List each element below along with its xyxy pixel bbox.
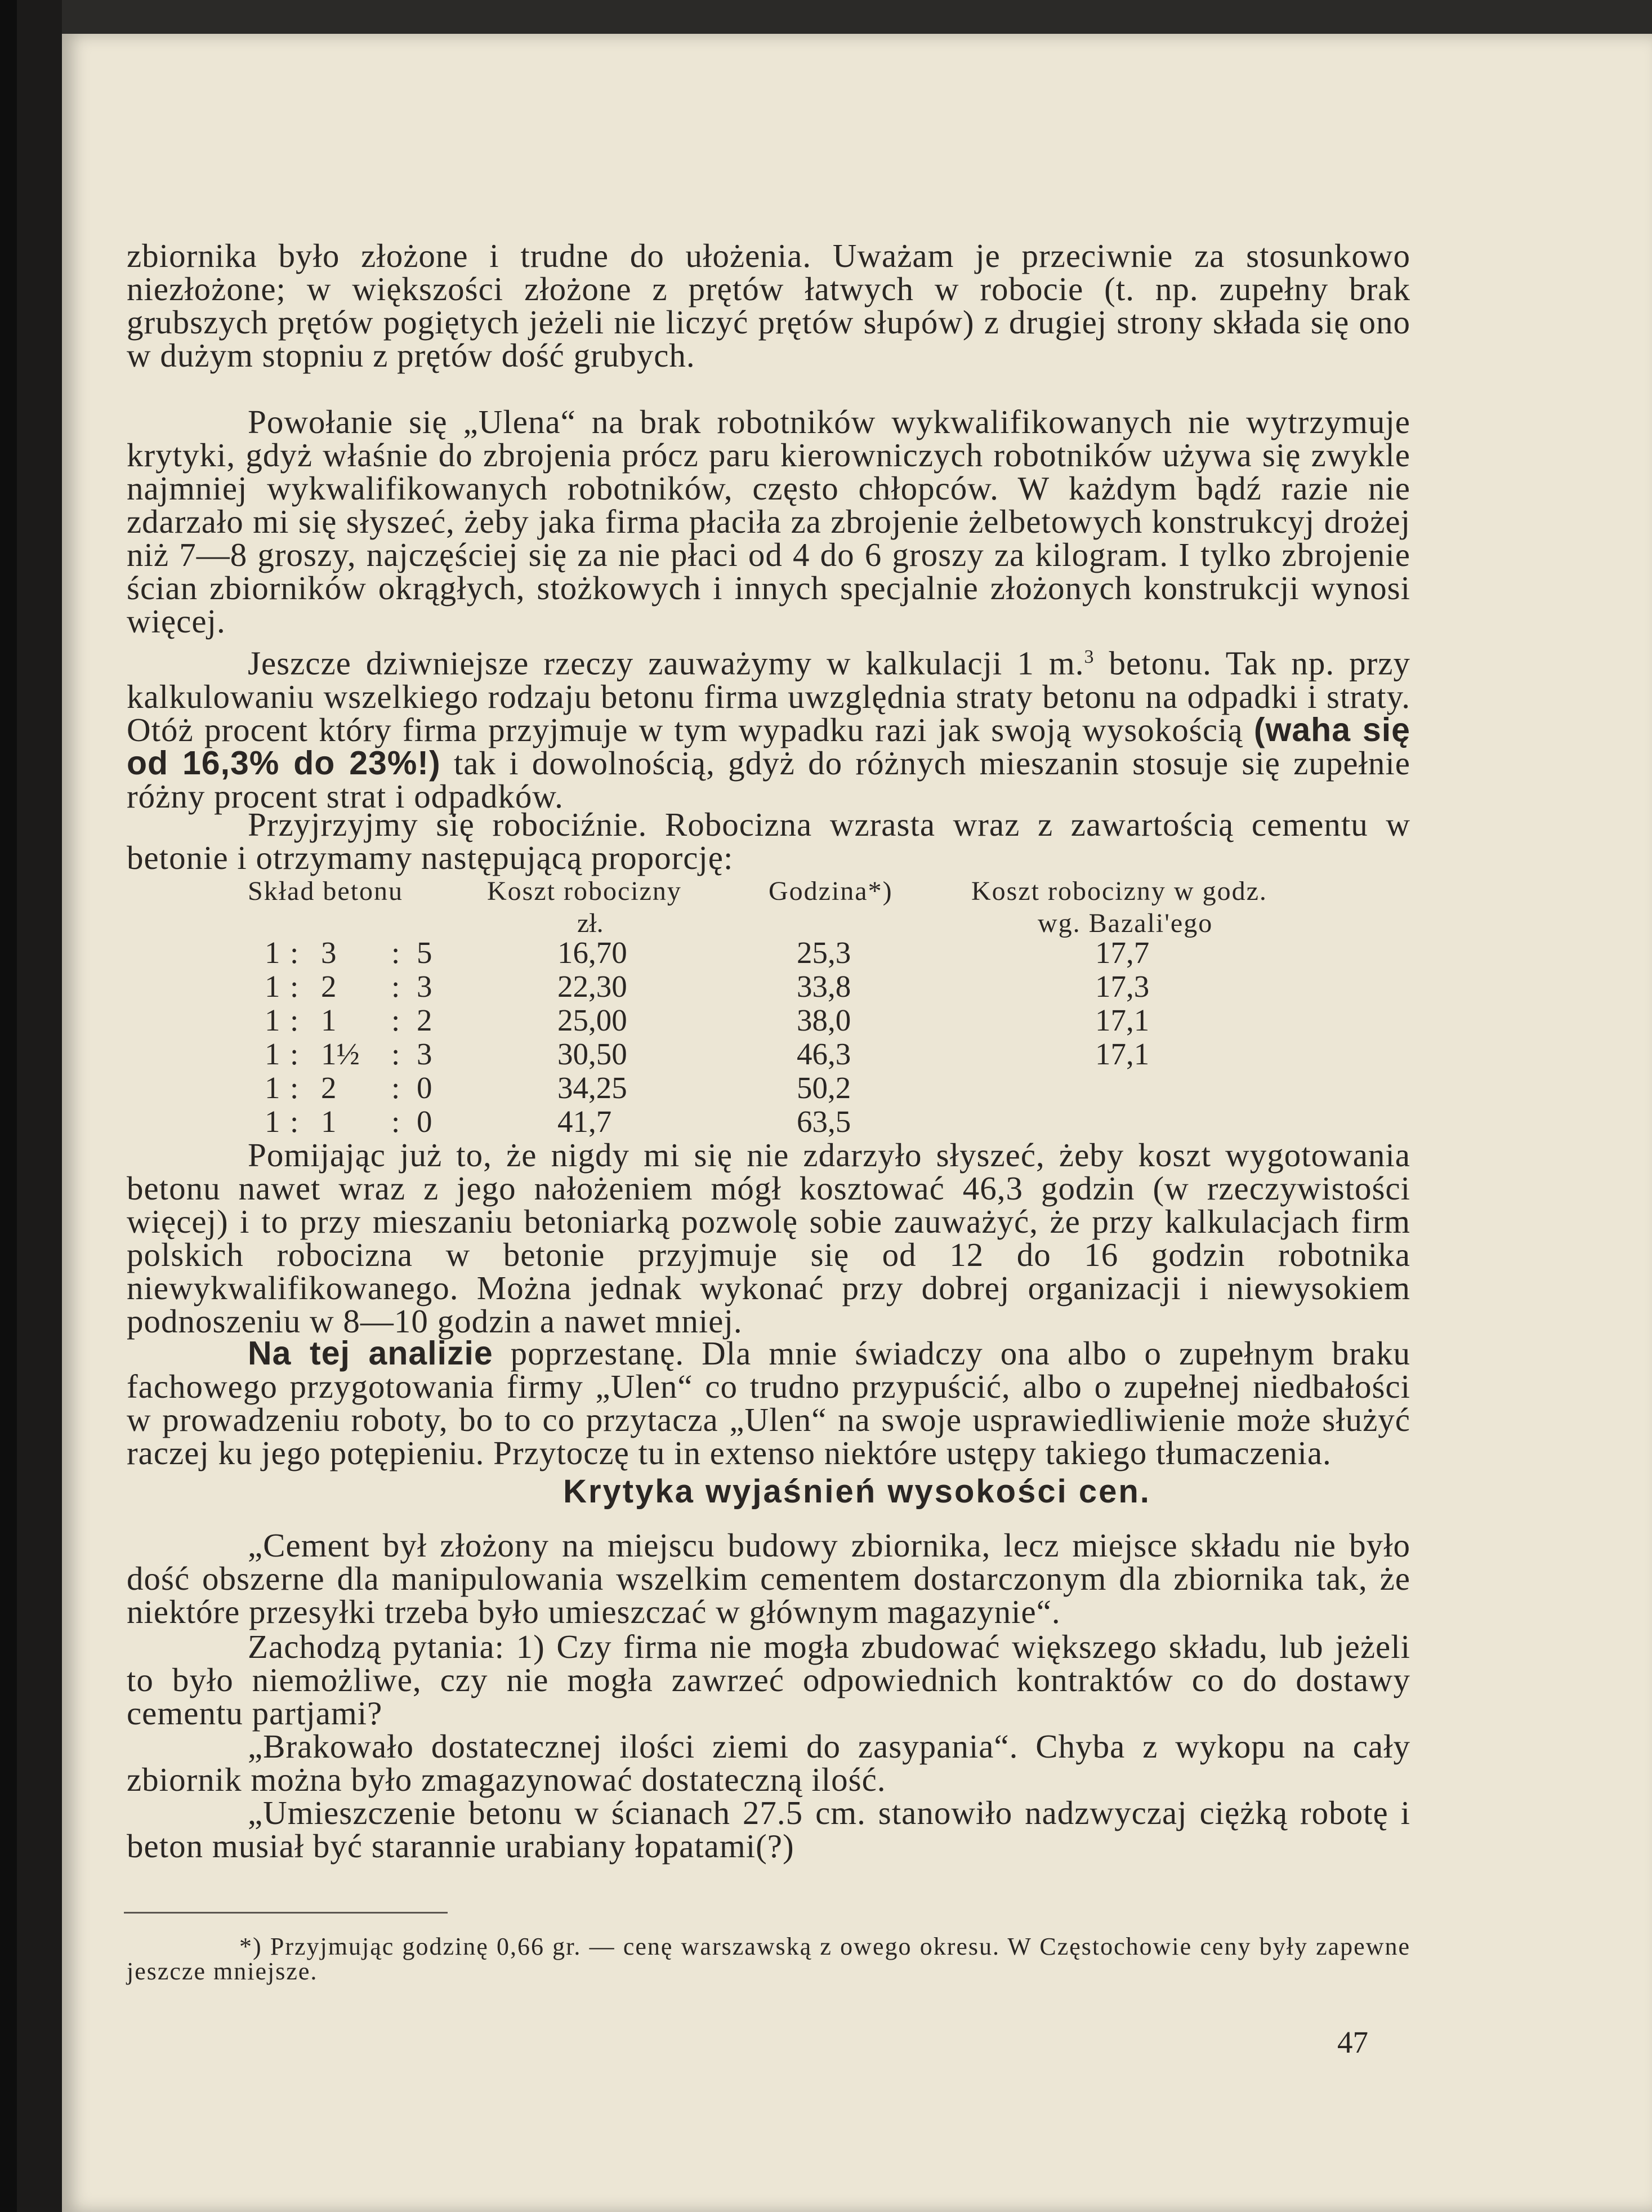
mix-part-cement: 1 [265,935,280,970]
header-labour-cost: Koszt robocizny [487,876,682,906]
paragraph-5: Pomijając już to, że nigdy mi się nie zdarzyło słyszeć, żeby koszt wygotowania betonu nawet wraz z jego nałożeniem mógł kosztować 46,3 godzin (w rzeczywistości więcej) i to przy mieszaniu betoniarką pozwolę sobie zauważyć, że przy kalkulacjach firm polskich robocizna w betonie przyjmuje się od 12 do 16 godzin robotnika niewykwalifikowanego. Można jednak wykonać przy dobrej organizacji i niewysokiem podnoszeniu w 8—10 godzin a nawet mniej. [127,1136,1410,1340]
mix-part-gravel: 0 [417,1104,432,1139]
cost-per-hour-value: 17,3 [1095,969,1150,1004]
hours-value: 33,8 [797,969,851,1004]
mix-separator: : [391,1003,400,1037]
hours-value: 63,5 [797,1104,851,1139]
paragraph-3-end: tak i dowolnością, gdyż do różnych mieszanin stosuje się zupełnie różny procent strat i odpadków. [127,744,1410,815]
cost-per-hour-value: 17,1 [1095,1037,1150,1071]
hours-value: 25,3 [797,935,851,970]
mix-part-sand: 1½ [321,1037,360,1071]
paragraph-4: Przyjrzyjmy się robociźnie. Robocizna wzrasta wraz z zawartością cementu w betonie i otrzymamy następującą proporcję: [127,806,1410,876]
table-row [62,1002,1652,1036]
mix-part-sand: 2 [321,969,337,1004]
header-cost-per-hour-source: wg. Bazali'ego [1038,908,1213,938]
paragraph-2: Powołanie się „Ulena“ na brak robotników wykwalifikowanych nie wytrzymuje krytyki, gdyż właśnie do zbrojenia prócz paru kierowniczych robotników używa się zwykle najmniej wykwalifikowanych robotników, często chłopców. W każdym bądź razie nie zdarzało mi się słyszeć, żeby jaka firma płaciła za zbrojenie żelbetowych konstrukcyj drożej niż 7—8 groszy, najczęściej się za nie płaci od 4 do 6 groszy za kilogram. I tylko zbrojenie ścian zbiorników okrągłych, stożkowych i innych specjalnie złożonych konstrukcji wynosi więcej. [127,403,1410,640]
mix-separator: : [391,1104,400,1139]
mix-part-cement: 1 [265,969,280,1004]
mix-part-sand: 2 [321,1071,337,1105]
mix-separator: : [391,1037,400,1071]
cost-per-hour-value: 17,1 [1095,1003,1150,1037]
paragraph-8: Zachodzą pytania: 1) Czy firma nie mogła zbudować większego składu, lub jeżeli to było niemożliwe, czy nie mogła zawrzeć odpowiednich kontraktów co do dostawy cementu partjami? [127,1628,1410,1732]
book-page [62,34,1652,2212]
mix-separator: : [290,1037,299,1071]
mix-part-gravel: 2 [417,1003,432,1037]
spine-edge [0,0,17,2212]
superscript-3: 3 [1084,646,1095,667]
mix-part-cement: 1 [265,1071,280,1105]
table-row [62,1070,1652,1104]
header-cost-unit: zł. [577,908,604,938]
cost-per-hour-value: 17,7 [1095,935,1150,970]
mix-part-gravel: 5 [417,935,432,970]
hours-value: 38,0 [797,1003,851,1037]
mix-separator: : [290,1071,299,1105]
mix-part-sand: 3 [321,935,337,970]
mix-separator: : [391,1071,400,1105]
mix-part-sand: 1 [321,1003,337,1037]
header-cost-per-hour: Koszt robocizny w godz. [971,876,1267,906]
table-header-row [62,876,1652,909]
mix-part-sand: 1 [321,1104,337,1139]
mix-separator: : [290,969,299,1004]
mix-part-gravel: 3 [417,969,432,1004]
labour-cost-value: 16,70 [557,935,627,970]
hours-value: 46,3 [797,1037,851,1071]
mix-separator: : [290,935,299,970]
page-number: 47 [1337,2025,1368,2059]
hours-value: 50,2 [797,1071,851,1105]
labour-cost-value: 34,25 [557,1071,627,1105]
bold-lead-phrase: Na tej analizie [248,1335,493,1372]
paragraph-10: „Umieszczenie betonu w ścianach 27.5 cm. stanowiło nadzwyczaj ciężką robotę i beton musiał być starannie urabiany łopatami(?) [127,1794,1410,1865]
paragraph-7: „Cement był złożony na miejscu budowy zbiornika, lecz miejsce składu nie było dość obszerne dla manipulowania wszelkim cementem dostarczonym dla zbiornika tak, że niektóre przesyłki trzeba było umieszczać w głównym magazynie“. [127,1527,1410,1630]
paragraph-3-middle: betonu. Tak np. przy kalkulowaniu wszelkiego rodzaju betonu firma uwzględnia straty betonu na odpadki i straty. Otóż procent który firma przyjmuje w tym wypadku razi jak swoją wysokością [127,644,1410,748]
paragraph-9: „Brakowało dostatecznej ilości ziemi do zasypania“. Chyba z wykopu na cały zbiornik można było zmagazynować dostateczną ilość. [127,1728,1410,1798]
labour-cost-value: 22,30 [557,969,627,1004]
section-heading: Krytyka wyjaśnień wysokości cen. [563,1473,1151,1510]
header-hours: Godzina*) [769,876,893,906]
table-row [62,969,1652,1002]
table-row [62,935,1652,969]
paragraph-6 [127,1337,1410,1470]
footnote: *) Przyjmując godzinę 0,66 gr. — cenę warszawską z owego okresu. W Częstochowie ceny były zapewne jeszcze mniejsze. [127,1933,1410,1985]
paragraph-1: zbiornika było złożone i trudne do ułożenia. Uważam je przeciwnie za stosunkowo niezłożone; w większości złożone z prętów łatwych w robocie (t. np. zupełny brak grubszych prętów pogiętych jeżeli nie liczyć prętów słupów) z drugiej strony składa się ono w dużym stopniu z prętów dość grubych. [127,237,1410,374]
mix-separator: : [290,1003,299,1037]
table-row [62,1036,1652,1070]
header-composition: Skład betonu [248,876,403,906]
mix-part-cement: 1 [265,1003,280,1037]
book-spine [0,0,62,2212]
mix-separator: : [391,969,400,1004]
paragraph-6-rest: poprzestanę. Dla mnie świadczy ona albo o zupełnym braku fachowego przygotowania firmy „Ulen“ co trudno przypuścić, albo o zupełnej niedbałości w prowadzeniu roboty, bo to co przytacza „Ulen“ na swoje usprawiedliwienie może służyć raczej ku jego potępieniu. Przytoczę tu in extenso niektóre ustępy takiego tłumaczenia. [127,1335,1410,1471]
table-row [62,1104,1652,1138]
mix-separator: : [290,1104,299,1139]
footnote-divider [124,1912,448,1914]
mix-part-cement: 1 [265,1104,280,1139]
paragraph-3 [127,640,1410,813]
paragraph-3-start: Jeszcze dziwniejsze rzeczy zauważymy w kalkulacji 1 m. [248,644,1084,682]
mix-separator: : [391,935,400,970]
mix-part-gravel: 0 [417,1071,432,1105]
mix-part-cement: 1 [265,1037,280,1071]
bold-percent-range: (waha się od 16,3% do 23%!) [127,711,1410,782]
labour-cost-value: 41,7 [557,1104,612,1139]
mix-part-gravel: 3 [417,1037,432,1071]
labour-cost-value: 25,00 [557,1003,627,1037]
labour-cost-value: 30,50 [557,1037,627,1071]
